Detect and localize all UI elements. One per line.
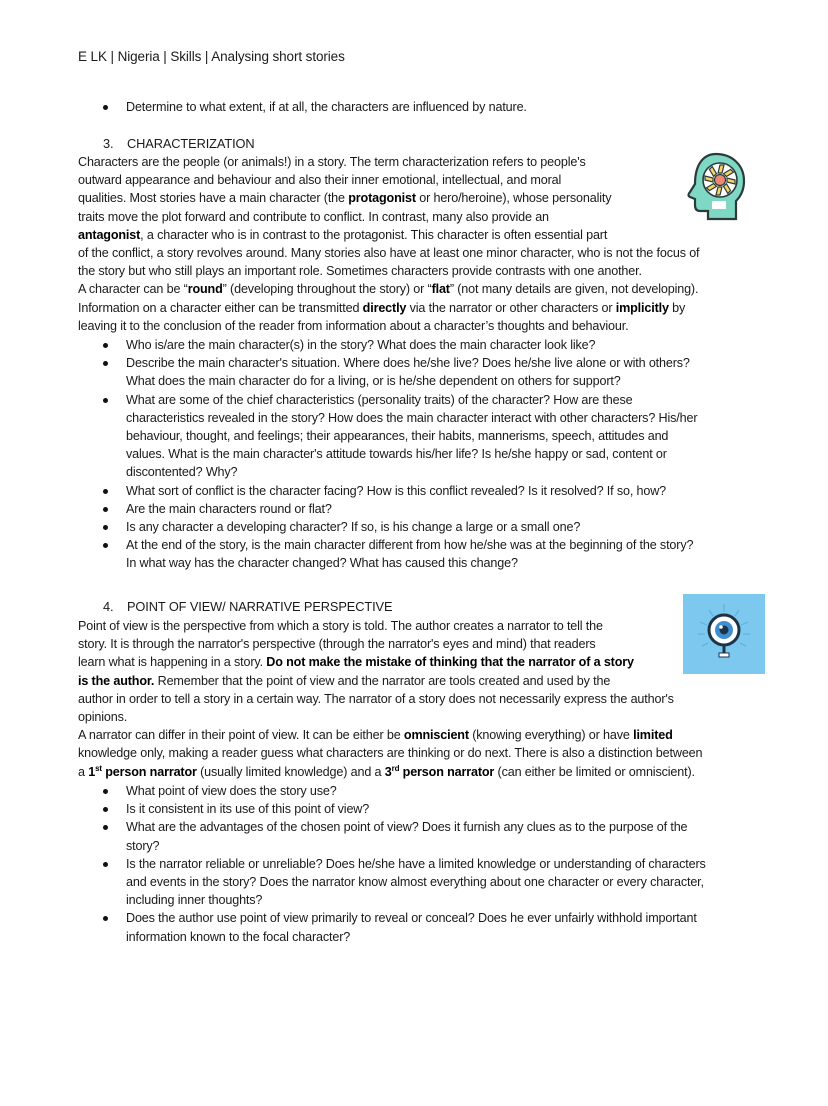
bullet-text: What are some of the chief characteristics (personality traits) of the character? How are these characteristics revealed in the story? How does the main character interact with other characters? His/her behaviour, thought, and feelings; their appearances, their habits, mannerisms, speech, attitudes and values. What is the main character's attitude towards his/her life? Is he/she happy or sad, content or discontented? Why?	[126, 392, 698, 480]
section-number: 3.	[103, 136, 114, 151]
first-person-term: 1st person narrator	[88, 763, 197, 779]
section-heading-characterization	[103, 136, 255, 151]
bullet-dot	[103, 825, 108, 830]
characterization-question-list	[0, 336, 776, 573]
paragraph-line: A narrator can differ in their point of view. It can be either be omniscient (knowing everything) or have limited	[78, 728, 673, 743]
paragraph-line: Information on a character either can be transmitted directly via the narrator or other characters or implicitly by	[78, 300, 686, 315]
section-heading-point-of-view	[103, 599, 392, 614]
eye-magnifier-icon	[683, 594, 765, 674]
bullet-dot	[103, 361, 108, 366]
paragraph-line: traits move the plot forward and contribute to conflict. In contrast, many also provide an	[78, 209, 549, 224]
key-term: omniscient	[403, 728, 469, 743]
key-term: flat	[431, 282, 450, 297]
list-item	[0, 482, 776, 500]
paragraph-line: learn what is happening in a story. Do not make the mistake of thinking that the narrator of a story	[78, 655, 634, 670]
bullet-dot	[103, 105, 108, 110]
bullet-dot	[103, 489, 108, 494]
paragraph-line: story. It is through the narrator's perspective (through the narrator's eyes and mind) that readers	[78, 637, 596, 652]
bullet-dot	[103, 507, 108, 512]
list-item	[0, 98, 776, 116]
section-title: POINT OF VIEW/ NARRATIVE PERSPECTIVE	[127, 599, 393, 614]
bullet-text: Does the author use point of view primarily to reveal or conceal? Does he ever unfairly withhold important information known to the focal character?	[126, 911, 697, 944]
list-item	[0, 909, 776, 945]
key-term: Do not make the mistake of thinking that the narrator of a story	[266, 655, 634, 670]
key-term: limited	[633, 728, 673, 743]
narrator-types-line: a 1st person narrator (usually limited knowledge) and a 3rd person narrator (can either be limited or omniscient).	[78, 763, 695, 779]
paragraph-line: Point of view is the perspective from which a story is told. The author creates a narrator to tell the	[78, 619, 603, 633]
paragraph-line: qualities. Most stories have a main character (the protagonist or hero/heroine), whose personality	[78, 191, 612, 206]
point-of-view-question-list	[0, 782, 776, 946]
list-item	[0, 500, 776, 518]
list-item	[0, 818, 776, 854]
list-item	[0, 800, 776, 818]
bullet-text: Is the narrator reliable or unreliable? Does he/she have a limited knowledge or understanding of characters and events in the story? Does the narrator know almost everything about one character or every character, including inner thoughts?	[126, 856, 706, 908]
bullet-dot	[103, 862, 108, 867]
paragraph-line: outward appearance and behaviour and also their inner emotional, intellectual, and moral	[78, 173, 562, 188]
bullet-text: Determine to what extent, if at all, the characters are influenced by nature.	[126, 100, 527, 114]
list-item	[0, 782, 776, 800]
paragraph-line: A character can be “round” (developing throughout the story) or “flat” (not many details are given, not developing).	[78, 282, 699, 297]
bullet-text: Who is/are the main character(s) in the story? What does the main character look like?	[126, 338, 596, 352]
bullet-text: Are the main characters round or flat?	[126, 501, 332, 516]
bullet-text: What are the advantages of the chosen point of view? Does it furnish any clues as to the purpose of the story?	[126, 820, 688, 853]
list-item	[0, 536, 776, 572]
section-number: 4.	[103, 599, 114, 614]
bullet-text: Is any character a developing character? If so, is his change a large or a small one?	[126, 520, 581, 535]
bullet-text: Describe the main character's situation. Where does he/she live? Does he/she live alone or with others? What does the main character do for a living, or is he/she dependent on others for support?	[126, 356, 690, 389]
intro-bullet-list	[0, 98, 776, 116]
list-item	[0, 855, 776, 910]
list-item	[0, 518, 776, 536]
bullet-dot	[103, 398, 108, 403]
key-term: antagonist	[78, 227, 141, 242]
paragraph-line: knowledge only, making a reader guess what characters are thinking or do next. There is also a distinction between	[78, 746, 703, 761]
list-item	[0, 336, 776, 354]
list-item	[0, 391, 776, 482]
paragraph-line: Characters are the people (or animals!) in a story. The term characterization refers to people's	[78, 155, 586, 169]
characterization-paragraph	[78, 153, 699, 335]
paragraph-line: of the conflict, a story revolves around. Many stories also have at least one minor character, who is not the focus of	[78, 246, 700, 261]
paragraph-line: leaving it to the conclusion of the reader from information about a character’s thoughts and behaviour.	[78, 318, 629, 333]
bullet-text: What sort of conflict is the character facing? How is this conflict revealed? Is it resolved? If so, how?	[126, 483, 667, 498]
bullet-dot	[103, 807, 108, 812]
paragraph-line: author in order to tell a story in a certain way. The narrator of a story does not necessarily express the author's	[78, 691, 674, 706]
bullet-dot	[103, 525, 108, 530]
bullet-dot	[103, 543, 108, 548]
section-title: CHARACTERIZATION	[127, 136, 255, 151]
key-term: is the author.	[78, 673, 155, 688]
point-of-view-paragraph	[78, 617, 702, 763]
key-term: round	[187, 282, 223, 297]
bullet-text: What point of view does the story use?	[126, 784, 337, 798]
bullet-text: Is it consistent in its use of this point of view?	[126, 802, 370, 817]
paragraph-line: opinions.	[78, 710, 128, 725]
bullet-dot	[103, 916, 108, 921]
key-term: directly	[362, 300, 407, 315]
head-with-wheel-icon	[686, 151, 750, 223]
third-person-term: 3rd person narrator	[384, 763, 495, 779]
key-term: implicitly	[615, 300, 669, 315]
paragraph-line: the story but who still plays an important role. Sometimes characters provide contrasts with one another.	[78, 264, 642, 279]
page-header: E LK | Nigeria | Skills | Analysing short stories	[78, 49, 345, 64]
bullet-text: At the end of the story, is the main character different from how he/she was at the beginning of the story? In what way has the character changed? What has caused this change?	[126, 538, 694, 571]
paragraph-line: antagonist, a character who is in contrast to the protagonist. This character is often essential part	[78, 227, 608, 242]
key-term: protagonist	[348, 191, 416, 206]
paragraph-line: is the author. Remember that the point of view and the narrator are tools created and used by the	[78, 673, 611, 688]
bullet-dot	[103, 789, 108, 794]
bullet-dot	[103, 343, 108, 348]
list-item	[0, 354, 776, 390]
